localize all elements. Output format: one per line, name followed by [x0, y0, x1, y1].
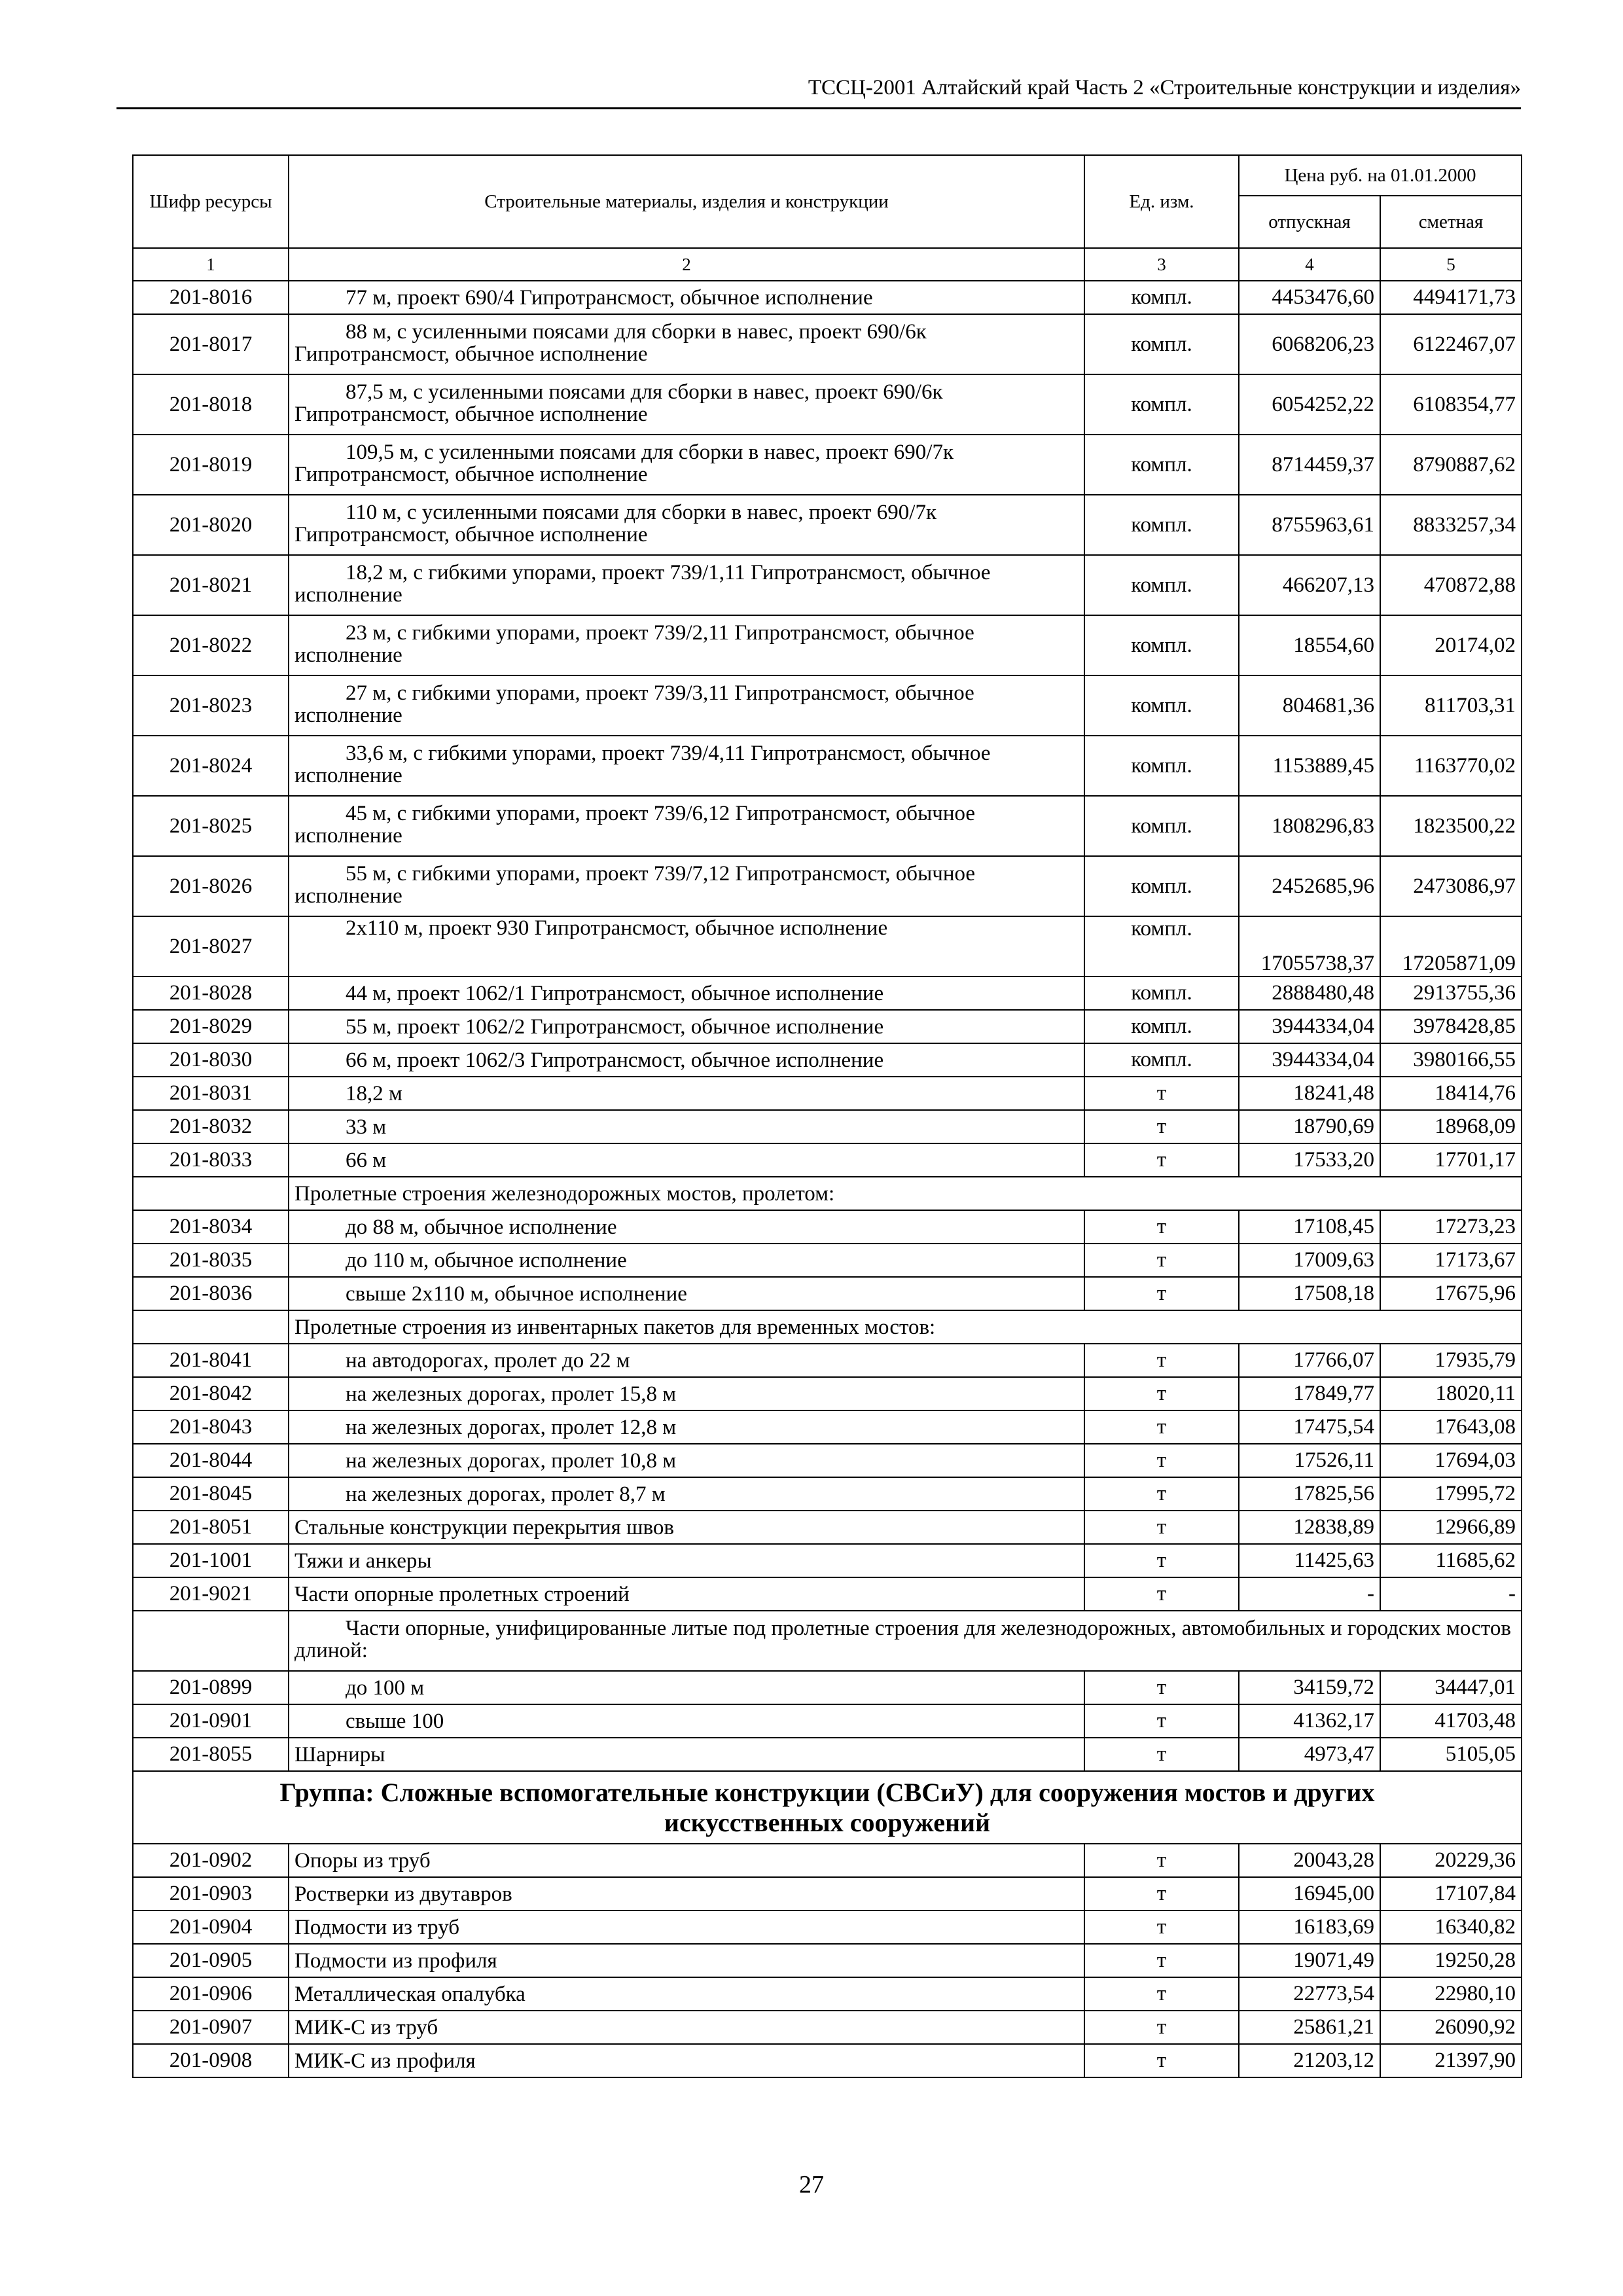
resource-code: 201-0905 — [133, 1944, 289, 1977]
table-row — [133, 1444, 1522, 1477]
item-name: на автодорогах, пролет до 22 м — [289, 1344, 1084, 1377]
estimate-price: 3978428,85 — [1380, 1010, 1522, 1043]
release-price: 8755963,61 — [1239, 495, 1380, 555]
header-estimate-price: сметная — [1380, 196, 1522, 248]
item-name: Опоры из труб — [289, 1844, 1084, 1877]
unit: компл. — [1084, 796, 1239, 856]
item-name: Ростверки из двутавров — [289, 1877, 1084, 1910]
estimate-price: - — [1380, 1577, 1522, 1611]
resource-code: 201-8035 — [133, 1244, 289, 1277]
release-price: 1153889,45 — [1239, 736, 1380, 796]
running-header: ТССЦ-2001 Алтайский край Часть 2 «Строительные конструкции и изделия» — [116, 73, 1521, 109]
resource-code: 201-0906 — [133, 1977, 289, 2011]
table-row — [133, 1704, 1522, 1738]
section-title: Части опорные, унифицированные литые под пролетные строения для железнодорожных, автомобильных и городских мостов длиной: — [289, 1611, 1522, 1671]
column-number: 3 — [1084, 248, 1239, 281]
resource-code: 201-8023 — [133, 675, 289, 736]
release-price: 804681,36 — [1239, 675, 1380, 736]
unit: т — [1084, 1377, 1239, 1410]
item-name: 77 м, проект 690/4 Гипротрансмост, обычное исполнение — [289, 281, 1084, 314]
estimate-price: 2913755,36 — [1380, 977, 1522, 1010]
table-row — [133, 435, 1522, 495]
estimate-price: 1823500,22 — [1380, 796, 1522, 856]
resource-code: 201-1001 — [133, 1544, 289, 1577]
item-name: 87,5 м, с усиленными поясами для сборки в навес, проект 690/6к Гипротрансмост, обычное исполнение — [289, 374, 1084, 435]
estimate-price: 5105,05 — [1380, 1738, 1522, 1771]
table-row — [133, 1877, 1522, 1910]
table-row — [133, 1738, 1522, 1771]
estimate-price: 17107,84 — [1380, 1877, 1522, 1910]
resource-code: 201-8041 — [133, 1344, 289, 1377]
estimate-price: 1163770,02 — [1380, 736, 1522, 796]
resource-code: 201-8022 — [133, 615, 289, 675]
release-price: 25861,21 — [1239, 2011, 1380, 2044]
table-row — [133, 1577, 1522, 1611]
estimate-price: 34447,01 — [1380, 1671, 1522, 1704]
table-row — [133, 495, 1522, 555]
unit: компл. — [1084, 675, 1239, 736]
release-price: 3944334,04 — [1239, 1043, 1380, 1077]
release-price: 17766,07 — [1239, 1344, 1380, 1377]
resource-code: 201-8018 — [133, 374, 289, 435]
unit: т — [1084, 1143, 1239, 1177]
group-title: Группа: Сложные вспомогательные конструкции (СВСиУ) для сооружения мостов и других искусственных сооружений — [133, 1771, 1522, 1844]
release-price: 11425,63 — [1239, 1544, 1380, 1577]
estimate-price: 17995,72 — [1380, 1477, 1522, 1511]
table-row — [133, 1110, 1522, 1143]
estimate-price: 20229,36 — [1380, 1844, 1522, 1877]
item-name: МИК-С из труб — [289, 2011, 1084, 2044]
unit: т — [1084, 1977, 1239, 2011]
resource-code: 201-8027 — [133, 916, 289, 977]
item-name: МИК-С из профиля — [289, 2044, 1084, 2077]
item-name: до 88 м, обычное исполнение — [289, 1210, 1084, 1244]
resource-code: 201-8024 — [133, 736, 289, 796]
release-price: 18554,60 — [1239, 615, 1380, 675]
estimate-price: 17643,08 — [1380, 1410, 1522, 1444]
estimate-price: 8833257,34 — [1380, 495, 1522, 555]
estimate-price: 6122467,07 — [1380, 314, 1522, 374]
estimate-price: 17694,03 — [1380, 1444, 1522, 1477]
release-price: 41362,17 — [1239, 1704, 1380, 1738]
release-price: 22773,54 — [1239, 1977, 1380, 2011]
table-row — [133, 2011, 1522, 2044]
release-price: 17508,18 — [1239, 1277, 1380, 1310]
release-price: 17009,63 — [1239, 1244, 1380, 1277]
release-price: 17526,11 — [1239, 1444, 1380, 1477]
resource-code: 201-8033 — [133, 1143, 289, 1177]
item-name: 45 м, с гибкими упорами, проект 739/6,12 Гипротрансмост, обычное исполнение — [289, 796, 1084, 856]
item-name: свыше 2х110 м, обычное исполнение — [289, 1277, 1084, 1310]
item-name: 88 м, с усиленными поясами для сборки в навес, проект 690/6к Гипротрансмост, обычное исполнение — [289, 314, 1084, 374]
unit: компл. — [1084, 314, 1239, 374]
table-row — [133, 1410, 1522, 1444]
release-price: 18790,69 — [1239, 1110, 1380, 1143]
estimate-price: 17205871,09 — [1380, 916, 1522, 977]
item-name: Подмости из труб — [289, 1910, 1084, 1944]
release-price: 6054252,22 — [1239, 374, 1380, 435]
unit: т — [1084, 1110, 1239, 1143]
item-name: на железных дорогах, пролет 15,8 м — [289, 1377, 1084, 1410]
release-price: 17055738,37 — [1239, 916, 1380, 977]
estimate-price: 16340,82 — [1380, 1910, 1522, 1944]
unit: т — [1084, 1704, 1239, 1738]
item-name: до 110 м, обычное исполнение — [289, 1244, 1084, 1277]
estimate-price: 8790887,62 — [1380, 435, 1522, 495]
estimate-price: 11685,62 — [1380, 1544, 1522, 1577]
release-price: 18241,48 — [1239, 1077, 1380, 1110]
resource-code: 201-0904 — [133, 1910, 289, 1944]
release-price: 4973,47 — [1239, 1738, 1380, 1771]
release-price: 17533,20 — [1239, 1143, 1380, 1177]
unit: т — [1084, 1577, 1239, 1611]
release-price: 16183,69 — [1239, 1910, 1380, 1944]
resource-code: 201-8031 — [133, 1077, 289, 1110]
resource-code: 201-0899 — [133, 1671, 289, 1704]
release-price: 3944334,04 — [1239, 1010, 1380, 1043]
section-title-row — [133, 1177, 1522, 1210]
section-title-row — [133, 1310, 1522, 1344]
resource-code: 201-8017 — [133, 314, 289, 374]
unit: компл. — [1084, 495, 1239, 555]
item-name: свыше 100 — [289, 1704, 1084, 1738]
item-name: 33 м — [289, 1110, 1084, 1143]
unit: компл. — [1084, 615, 1239, 675]
item-name: 66 м, проект 1062/3 Гипротрансмост, обычное исполнение — [289, 1043, 1084, 1077]
resource-code: 201-8028 — [133, 977, 289, 1010]
unit: компл. — [1084, 1043, 1239, 1077]
item-name: Металлическая опалубка — [289, 1977, 1084, 2011]
item-name: 33,6 м, с гибкими упорами, проект 739/4,11 Гипротрансмост, обычное исполнение — [289, 736, 1084, 796]
unit: компл. — [1084, 435, 1239, 495]
estimate-price: 26090,92 — [1380, 2011, 1522, 2044]
table-row — [133, 374, 1522, 435]
table-row — [133, 1143, 1522, 1177]
item-name: Части опорные пролетных строений — [289, 1577, 1084, 1611]
column-number-row — [133, 248, 1522, 281]
unit: т — [1084, 1344, 1239, 1377]
estimate-price: 18414,76 — [1380, 1077, 1522, 1110]
table-row — [133, 1010, 1522, 1043]
estimate-price: 19250,28 — [1380, 1944, 1522, 1977]
resource-code: 201-8055 — [133, 1738, 289, 1771]
resource-code: 201-8030 — [133, 1043, 289, 1077]
unit: т — [1084, 1444, 1239, 1477]
table-row — [133, 615, 1522, 675]
estimate-price: 17701,17 — [1380, 1143, 1522, 1177]
unit: т — [1084, 1877, 1239, 1910]
table-row — [133, 675, 1522, 736]
item-name: 23 м, с гибкими упорами, проект 739/2,11 Гипротрансмост, обычное исполнение — [289, 615, 1084, 675]
table-row — [133, 1844, 1522, 1877]
estimate-price: 17935,79 — [1380, 1344, 1522, 1377]
resource-code: 201-8021 — [133, 555, 289, 615]
resource-code: 201-8051 — [133, 1511, 289, 1544]
estimate-price: 21397,90 — [1380, 2044, 1522, 2077]
empty-cell — [133, 1177, 289, 1210]
resource-code: 201-8044 — [133, 1444, 289, 1477]
resource-code: 201-8020 — [133, 495, 289, 555]
estimate-price: 470872,88 — [1380, 555, 1522, 615]
unit: компл. — [1084, 374, 1239, 435]
table-row — [133, 1344, 1522, 1377]
table-row — [133, 1671, 1522, 1704]
header-release-price: отпускная — [1239, 196, 1380, 248]
header-code: Шифр ресурсы — [133, 155, 289, 248]
table-row — [133, 1210, 1522, 1244]
estimate-price: 811703,31 — [1380, 675, 1522, 736]
estimate-price: 17675,96 — [1380, 1277, 1522, 1310]
item-name: 18,2 м — [289, 1077, 1084, 1110]
estimate-price: 18020,11 — [1380, 1377, 1522, 1410]
unit: т — [1084, 1910, 1239, 1944]
resource-code: 201-8036 — [133, 1277, 289, 1310]
table-row — [133, 314, 1522, 374]
unit: компл. — [1084, 555, 1239, 615]
unit: т — [1084, 1277, 1239, 1310]
release-price: 21203,12 — [1239, 2044, 1380, 2077]
unit: компл. — [1084, 281, 1239, 314]
table-row — [133, 736, 1522, 796]
item-name: на железных дорогах, пролет 12,8 м — [289, 1410, 1084, 1444]
table-row — [133, 977, 1522, 1010]
item-name: 2х110 м, проект 930 Гипротрансмост, обычное исполнение — [289, 916, 1084, 977]
column-number: 4 — [1239, 248, 1380, 281]
release-price: - — [1239, 1577, 1380, 1611]
release-price: 12838,89 — [1239, 1511, 1380, 1544]
release-price: 17108,45 — [1239, 1210, 1380, 1244]
estimate-price: 41703,48 — [1380, 1704, 1522, 1738]
table-row — [133, 796, 1522, 856]
estimate-price: 12966,89 — [1380, 1511, 1522, 1544]
unit: т — [1084, 1544, 1239, 1577]
release-price: 17849,77 — [1239, 1377, 1380, 1410]
table-row — [133, 1544, 1522, 1577]
resource-code: 201-8043 — [133, 1410, 289, 1444]
table-row — [133, 1277, 1522, 1310]
release-price: 17475,54 — [1239, 1410, 1380, 1444]
estimate-price: 17273,23 — [1380, 1210, 1522, 1244]
release-price: 17825,56 — [1239, 1477, 1380, 1511]
estimate-price: 2473086,97 — [1380, 856, 1522, 916]
section-title: Пролетные строения из инвентарных пакетов для временных мостов: — [289, 1310, 1522, 1344]
item-name: Шарниры — [289, 1738, 1084, 1771]
unit: т — [1084, 1511, 1239, 1544]
resource-code: 201-8034 — [133, 1210, 289, 1244]
estimate-price: 17173,67 — [1380, 1244, 1522, 1277]
unit: т — [1084, 1738, 1239, 1771]
section-title: Пролетные строения железнодорожных мостов, пролетом: — [289, 1177, 1522, 1210]
estimate-price: 6108354,77 — [1380, 374, 1522, 435]
item-name: Стальные конструкции перекрытия швов — [289, 1511, 1084, 1544]
table-row — [133, 1244, 1522, 1277]
unit: т — [1084, 1671, 1239, 1704]
item-name: Тяжи и анкеры — [289, 1544, 1084, 1577]
header-name: Строительные материалы, изделия и конструкции — [289, 155, 1084, 248]
release-price: 2888480,48 — [1239, 977, 1380, 1010]
table-row — [133, 1910, 1522, 1944]
release-price: 1808296,83 — [1239, 796, 1380, 856]
item-name: на железных дорогах, пролет 8,7 м — [289, 1477, 1084, 1511]
resource-code: 201-8016 — [133, 281, 289, 314]
unit: компл. — [1084, 977, 1239, 1010]
item-name: 27 м, с гибкими упорами, проект 739/3,11 Гипротрансмост, обычное исполнение — [289, 675, 1084, 736]
release-price: 6068206,23 — [1239, 314, 1380, 374]
item-name: на железных дорогах, пролет 10,8 м — [289, 1444, 1084, 1477]
table-row — [133, 916, 1522, 977]
page-number: 27 — [799, 2171, 824, 2198]
table-row — [133, 1944, 1522, 1977]
item-name: 55 м, проект 1062/2 Гипротрансмост, обычное исполнение — [289, 1010, 1084, 1043]
resource-code: 201-9021 — [133, 1577, 289, 1611]
column-number: 5 — [1380, 248, 1522, 281]
unit: т — [1084, 1944, 1239, 1977]
estimate-price: 18968,09 — [1380, 1110, 1522, 1143]
table-row — [133, 1977, 1522, 2011]
unit: т — [1084, 1844, 1239, 1877]
resource-code: 201-0907 — [133, 2011, 289, 2044]
unit: т — [1084, 1244, 1239, 1277]
unit: компл. — [1084, 916, 1239, 977]
table-row — [133, 555, 1522, 615]
resource-code: 201-8025 — [133, 796, 289, 856]
resource-code: 201-8029 — [133, 1010, 289, 1043]
table-row — [133, 1511, 1522, 1544]
table-row — [133, 2044, 1522, 2077]
unit: т — [1084, 1477, 1239, 1511]
release-price: 19071,49 — [1239, 1944, 1380, 1977]
item-name: 110 м, с усиленными поясами для сборки в навес, проект 690/7к Гипротрансмост, обычное исполнение — [289, 495, 1084, 555]
table-row — [133, 1377, 1522, 1410]
item-name: 109,5 м, с усиленными поясами для сборки в навес, проект 690/7к Гипротрансмост, обычное исполнение — [289, 435, 1084, 495]
unit: т — [1084, 2044, 1239, 2077]
header-unit: Ед. изм. — [1084, 155, 1239, 248]
table-row — [133, 1077, 1522, 1110]
unit: т — [1084, 1410, 1239, 1444]
release-price: 34159,72 — [1239, 1671, 1380, 1704]
resource-code: 201-8026 — [133, 856, 289, 916]
resource-code: 201-0901 — [133, 1704, 289, 1738]
column-number: 1 — [133, 248, 289, 281]
resource-code: 201-8045 — [133, 1477, 289, 1511]
empty-cell — [133, 1310, 289, 1344]
estimate-price: 22980,10 — [1380, 1977, 1522, 2011]
section-title-row — [133, 1611, 1522, 1671]
estimate-price: 4494171,73 — [1380, 281, 1522, 314]
release-price: 2452685,96 — [1239, 856, 1380, 916]
resource-code: 201-0908 — [133, 2044, 289, 2077]
item-name: 18,2 м, с гибкими упорами, проект 739/1,11 Гипротрансмост, обычное исполнение — [289, 555, 1084, 615]
release-price: 20043,28 — [1239, 1844, 1380, 1877]
header-price: Цена руб. на 01.01.2000 — [1239, 155, 1522, 196]
table-row — [133, 1477, 1522, 1511]
unit: т — [1084, 1210, 1239, 1244]
table-row — [133, 856, 1522, 916]
unit: компл. — [1084, 856, 1239, 916]
item-name: 55 м, с гибкими упорами, проект 739/7,12 Гипротрансмост, обычное исполнение — [289, 856, 1084, 916]
release-price: 466207,13 — [1239, 555, 1380, 615]
resource-code: 201-0902 — [133, 1844, 289, 1877]
release-price: 4453476,60 — [1239, 281, 1380, 314]
item-name: 66 м — [289, 1143, 1084, 1177]
release-price: 16945,00 — [1239, 1877, 1380, 1910]
column-number: 2 — [289, 248, 1084, 281]
item-name: до 100 м — [289, 1671, 1084, 1704]
unit: компл. — [1084, 1010, 1239, 1043]
price-table — [132, 154, 1522, 2078]
estimate-price: 20174,02 — [1380, 615, 1522, 675]
unit: т — [1084, 2011, 1239, 2044]
resource-code: 201-0903 — [133, 1877, 289, 1910]
item-name: Подмости из профиля — [289, 1944, 1084, 1977]
release-price: 8714459,37 — [1239, 435, 1380, 495]
unit: компл. — [1084, 736, 1239, 796]
resource-code: 201-8019 — [133, 435, 289, 495]
unit: т — [1084, 1077, 1239, 1110]
resource-code: 201-8042 — [133, 1377, 289, 1410]
item-name: 44 м, проект 1062/1 Гипротрансмост, обычное исполнение — [289, 977, 1084, 1010]
resource-code: 201-8032 — [133, 1110, 289, 1143]
group-title-row — [133, 1771, 1522, 1844]
table-row — [133, 1043, 1522, 1077]
table-row — [133, 281, 1522, 314]
estimate-price: 3980166,55 — [1380, 1043, 1522, 1077]
empty-cell — [133, 1611, 289, 1671]
